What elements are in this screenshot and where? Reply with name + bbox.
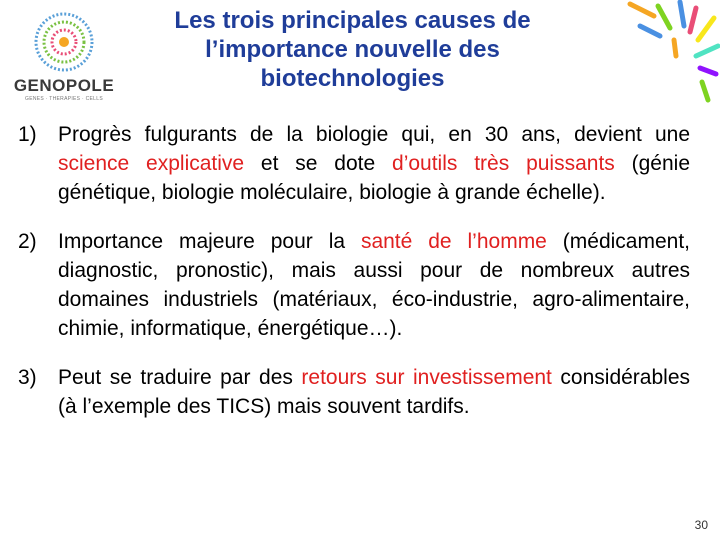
slide-title: [130, 6, 575, 93]
list-item: [18, 227, 690, 343]
title-line: biotechnologies: [260, 65, 445, 92]
highlight-text: santé de l’homme: [360, 230, 547, 253]
genopole-emblem-icon: [4, 8, 124, 78]
title-line: l’importance nouvelle des: [205, 36, 500, 63]
item-text: Importance majeure pour la: [58, 230, 361, 253]
item-text: Peut se traduire par des: [58, 366, 302, 389]
decorative-stripes-icon: [610, 0, 720, 110]
list-item: [18, 120, 690, 207]
genopole-logo: [4, 8, 124, 104]
item-number: 2): [18, 230, 37, 253]
item-number: 1): [18, 123, 37, 146]
logo-wordmark: GENOPOLE: [13, 76, 115, 95]
list-item: [18, 363, 690, 421]
title-line: Les trois principales causes de: [174, 7, 531, 34]
item-text: (médicament, diagnostic, pronostic), mais aussi pour de nombreux autres domaines industriels (matériaux, éco-industrie, agro-alimentaire, chimie, informatique, énergétique…).: [58, 230, 690, 340]
causes-list: [18, 120, 690, 421]
item-text: et se dote: [244, 152, 393, 175]
highlight-text: science explicative: [58, 152, 245, 175]
item-number: 3): [18, 366, 37, 389]
item-text: Progrès fulgurants de la biologie qui, en 30 ans, devient une: [58, 123, 690, 146]
page-number: 30: [694, 518, 708, 532]
highlight-text: d’outils très puissants: [392, 152, 615, 175]
logo-tagline: GENES · THERAPIES · CELLS: [25, 96, 103, 102]
highlight-text: retours sur investissement: [301, 366, 552, 389]
item-text: (génie génétique, biologie moléculaire, biologie à grande échelle).: [58, 152, 690, 204]
item-text: considérables (à l’exemple des TICS) mais souvent tardifs.: [58, 366, 690, 418]
